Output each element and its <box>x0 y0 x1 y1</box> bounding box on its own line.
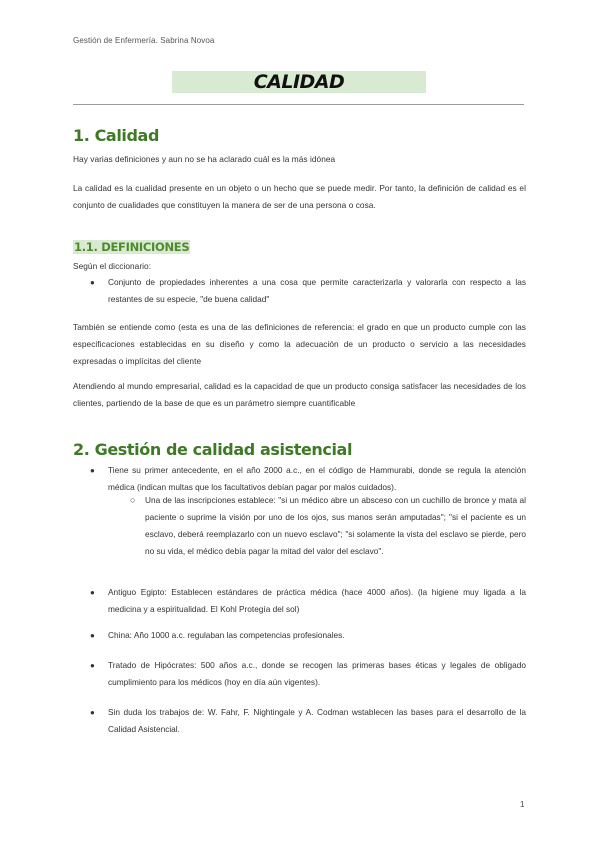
section-2-bullet-3: China: Año 1000 a.c. regulaban las competencias profesionales. <box>108 630 345 640</box>
bullet-marker: ● <box>90 278 95 287</box>
definitions-bullet-1: Conjunto de propiedades inherentes a una cosa que permite caracterizarla y valorarla con respecto a las restantes de su especie, "de buena calidad" <box>108 277 526 304</box>
section-2-bullet-2: Antiguo Egipto: Establecen estándares de práctica médica (hace 4000 años). (la higiene muy ligada a la medicina y a espiritualidad. El Kohl Protegía del sol) <box>108 587 526 614</box>
section-1-heading: 1. Calidad <box>73 126 159 145</box>
section-1-paragraph-1: Hay varias definiciones y aun no se ha aclarado cuál es la más idónea <box>73 154 336 164</box>
bullet-marker: ● <box>90 631 95 640</box>
section-2-bullet-5: Sin duda los trabajos de: W. Fahr, F. Nightingale y A. Codman wstablecen las bases para el desarrollo de la Calidad Asistencial. <box>108 707 526 734</box>
section-1-paragraph-4: Atendiendo al mundo empresarial, calidad es la capacidad de que un producto consiga satisfacer las necesidades de los clientes, partiendo de la base de que es un parámetro siempre cuantificable <box>73 381 526 408</box>
bullet-marker: ● <box>90 466 95 475</box>
subsection-1-1-heading <box>73 240 190 254</box>
page-number: 1 <box>520 800 525 809</box>
section-2-subbullet-1: Una de las inscripciones establece: "si un médico abre un absceso con un cuchillo de bronce y mata al paciente o suprime la visión por uno de los ojos, sus manos serán amputadas"; "si el paciente es un esclavo, deberá reemplazarlo con un nuevo esclavo"; "si solamente la vista del esclavo se pierde, pero no su vida, el médico debía pagar la mitad del valor del esclavo". <box>145 495 526 556</box>
title-banner <box>172 71 426 93</box>
section-1-paragraph-2: La calidad es la cualidad presente en un objeto o un hecho que se puede medir. Por tanto, la definición de calidad es el conjunto de cualidades que constituyen la manera de ser de una persona o cosa. <box>73 183 526 210</box>
section-2-bullet-1: Tiene su primer antecedente, en el año 2000 a.c., en el código de Hammurabi, donde se regula la atención médica (indican multas que los facultativos debían pagar por malos cuidados). <box>108 465 526 492</box>
definitions-intro: Según el diccionario: <box>73 261 152 271</box>
subbullet-marker: ○ <box>130 495 136 505</box>
title-divider <box>73 104 524 105</box>
bullet-marker: ● <box>90 661 95 670</box>
bullet-marker: ● <box>90 588 95 597</box>
page-header: Gestión de Enfermería. Sabrina Novoa <box>73 36 215 45</box>
bullet-marker: ● <box>90 708 95 717</box>
subsection-heading-highlight: 1.1. DEFINICIONES <box>74 240 190 254</box>
section-2-bullet-4: Tratado de Hipócrates: 500 años a.c., donde se recogen las primeras bases éticas y legales de obligado cumplimiento para los médicos (hoy en día aún vigentes). <box>108 660 526 687</box>
section-2-heading: 2. Gestión de calidad asistencial <box>73 440 353 459</box>
document-title: CALIDAD <box>253 71 345 93</box>
section-1-paragraph-3: También se entiende como (esta es una de las definiciones de referencia: el grado en que un producto cumple con las especificaciones establecidas en su diseño y como la adecuación de un producto o servicio a las necesidades expresadas o implícitas del cliente <box>73 322 526 366</box>
